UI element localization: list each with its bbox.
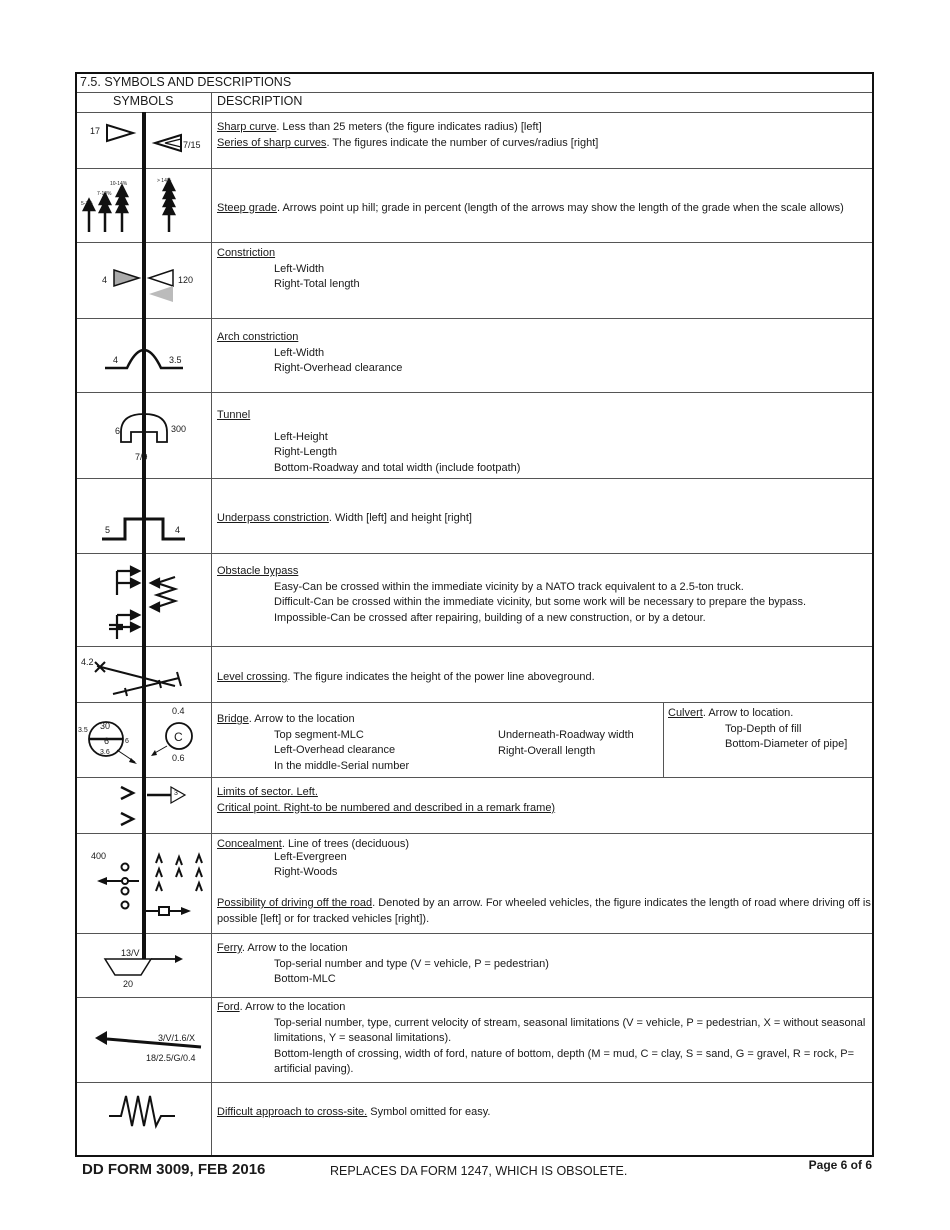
difficult-approach-symbol <box>77 1082 211 1159</box>
symbols-header: SYMBOLS <box>113 94 174 108</box>
sharp-curve-left-label: 17 <box>90 126 101 136</box>
bridge-top-label: 30 <box>100 721 111 731</box>
description-header: DESCRIPTION <box>217 94 303 108</box>
ferry-top-label: 13/V <box>121 948 140 958</box>
tunnel-description: Tunnel Left-Height Right-Length Bottom-Roadway and total width (include footpath) <box>217 409 521 474</box>
steep-grade-symbol <box>77 168 211 242</box>
concealment-symbol <box>77 833 211 933</box>
ferry-symbol <box>77 933 211 997</box>
underpass-description: Underpass constriction. Width [left] and height [right] <box>217 512 472 524</box>
limits-symbol <box>77 777 211 833</box>
arch-right-label: 3.5 <box>169 355 182 365</box>
arch-description: Arch constriction Left-Width Right-Overhead clearance <box>217 331 403 375</box>
ford-top-label: 3/V/1.6/X <box>158 1033 196 1043</box>
tunnel-right-label: 300 <box>171 424 187 434</box>
difficult-description: Difficult approach to cross-site. Symbol omitted for easy. <box>217 1106 491 1118</box>
tunnel-symbol <box>77 392 211 478</box>
grade-label-14: > 14% <box>157 178 172 184</box>
bridge-bottom-label: 3.6 <box>100 749 110 756</box>
sharp-curve-description: Sharp curve. Less than 25 meters (the figure indicates radius) [left] Series of sharp curves. The figures indicate the number of curves/radius [right] <box>217 121 599 149</box>
arch-left-label: 4 <box>113 355 119 365</box>
bridge-description: Bridge. Arrow to the location Top segment-MLC Left-Overhead clearance In the middle-Serial number <box>217 713 410 772</box>
arch-symbol <box>77 318 211 392</box>
culvert-divider <box>663 702 664 777</box>
concealment-label: 400 <box>91 851 107 861</box>
bridge-right-label: 6 <box>125 738 129 745</box>
driving-off-description: Possibility of driving off the road. Denoted by an arrow. For wheeled vehicles, the figure indicates the length of road where driving off is possible [left] or for tracked vehicles [right]). <box>217 897 871 925</box>
ford-description: Ford. Arrow to the location Top-serial number, type, current velocity of stream, seasonal limitations (V = vehicle, P = pedestrian, X = without seasonal limitations, Y = seasonal limitations). Bottom-length of crossing, width of ford, nature of bottom, depth (M = mud, C = clay, S = sand, G = gravel, R = rock, P= artificial paving). <box>217 1001 866 1076</box>
underpass-symbol <box>77 478 211 553</box>
steep-grade-description: Steep grade. Arrows point up hill; grade in percent (length of the arrows may show the length of the grade when the scale allows) <box>217 202 844 214</box>
concealment-description: Concealment. Line of trees (deciduous) Left-Evergreen Right-Woods <box>217 838 410 879</box>
limits-description: Limits of sector. Left. Critical point. Right-to be numbered and described in a remark frame) <box>217 786 556 814</box>
page-number: Page 6 of 6 <box>808 1158 872 1172</box>
bridge-left-label: 3.5 <box>78 727 88 734</box>
bridge-c-label: C <box>174 730 183 744</box>
constriction-right-label: 120 <box>178 275 194 285</box>
underpass-right-label: 4 <box>175 525 181 535</box>
grade-label-5-7: 5-7% <box>81 201 93 207</box>
obstacle-symbol <box>77 553 211 646</box>
column-divider <box>211 92 212 1155</box>
obstacle-description: Obstacle bypass Easy-Can be crossed within the immediate vicinity by a NATO track equivalent to a 2.5-ton truck. Difficult-Can be crossed within the immediate vicinity, but some work will be necessary to prepare the bypass. Impossible-Can be crossed after repairing, building of a new construction, or by a detour. <box>217 565 807 624</box>
replaces-note: REPLACES DA FORM 1247, WHICH IS OBSOLETE. <box>330 1164 628 1178</box>
underpass-left-label: 5 <box>105 525 111 535</box>
sharp-curve-right-label: 7/15 <box>183 140 201 150</box>
bridge-description-right: Underneath-Roadway width Right-Overall length <box>498 729 634 757</box>
bridge-c-top-label: 0.4 <box>172 706 185 716</box>
section-title: 7.5. SYMBOLS AND DESCRIPTIONS <box>80 75 292 89</box>
constriction-left-label: 4 <box>102 275 108 285</box>
ford-bottom-label: 18/2.5/G/0.4 <box>146 1053 196 1063</box>
form-number: DD FORM 3009, FEB 2016 <box>82 1161 266 1178</box>
limits-number: 3 <box>174 790 178 797</box>
divider <box>77 92 872 93</box>
level-crossing-description: Level crossing. The figure indicates the height of the power line aboveground. <box>217 671 595 683</box>
tunnel-bottom-label: 7/9 <box>135 452 148 462</box>
level-crossing-symbol <box>77 646 211 702</box>
level-crossing-label: 4.2 <box>81 657 94 667</box>
grade-label-7-10: 7-10% <box>97 191 112 197</box>
ferry-description: Ferry. Arrow to the location Top-serial number and type (V = vehicle, P = pedestrian) Bottom-MLC <box>217 942 549 986</box>
culvert-description: Culvert. Arrow to location. Top-Depth of fill Bottom-Diameter of pipe] <box>668 707 848 751</box>
constriction-description: Constriction Left-Width Right-Total length <box>217 247 360 291</box>
bridge-symbol <box>77 702 211 777</box>
ferry-bottom-label: 20 <box>123 979 134 989</box>
grade-label-10-14: 10-14% <box>110 181 128 187</box>
bridge-middle-label: 6 <box>104 736 110 746</box>
symbols-table <box>75 72 874 1157</box>
bridge-c-bottom-label: 0.6 <box>172 753 185 763</box>
tunnel-left-label: 6 <box>115 426 121 436</box>
